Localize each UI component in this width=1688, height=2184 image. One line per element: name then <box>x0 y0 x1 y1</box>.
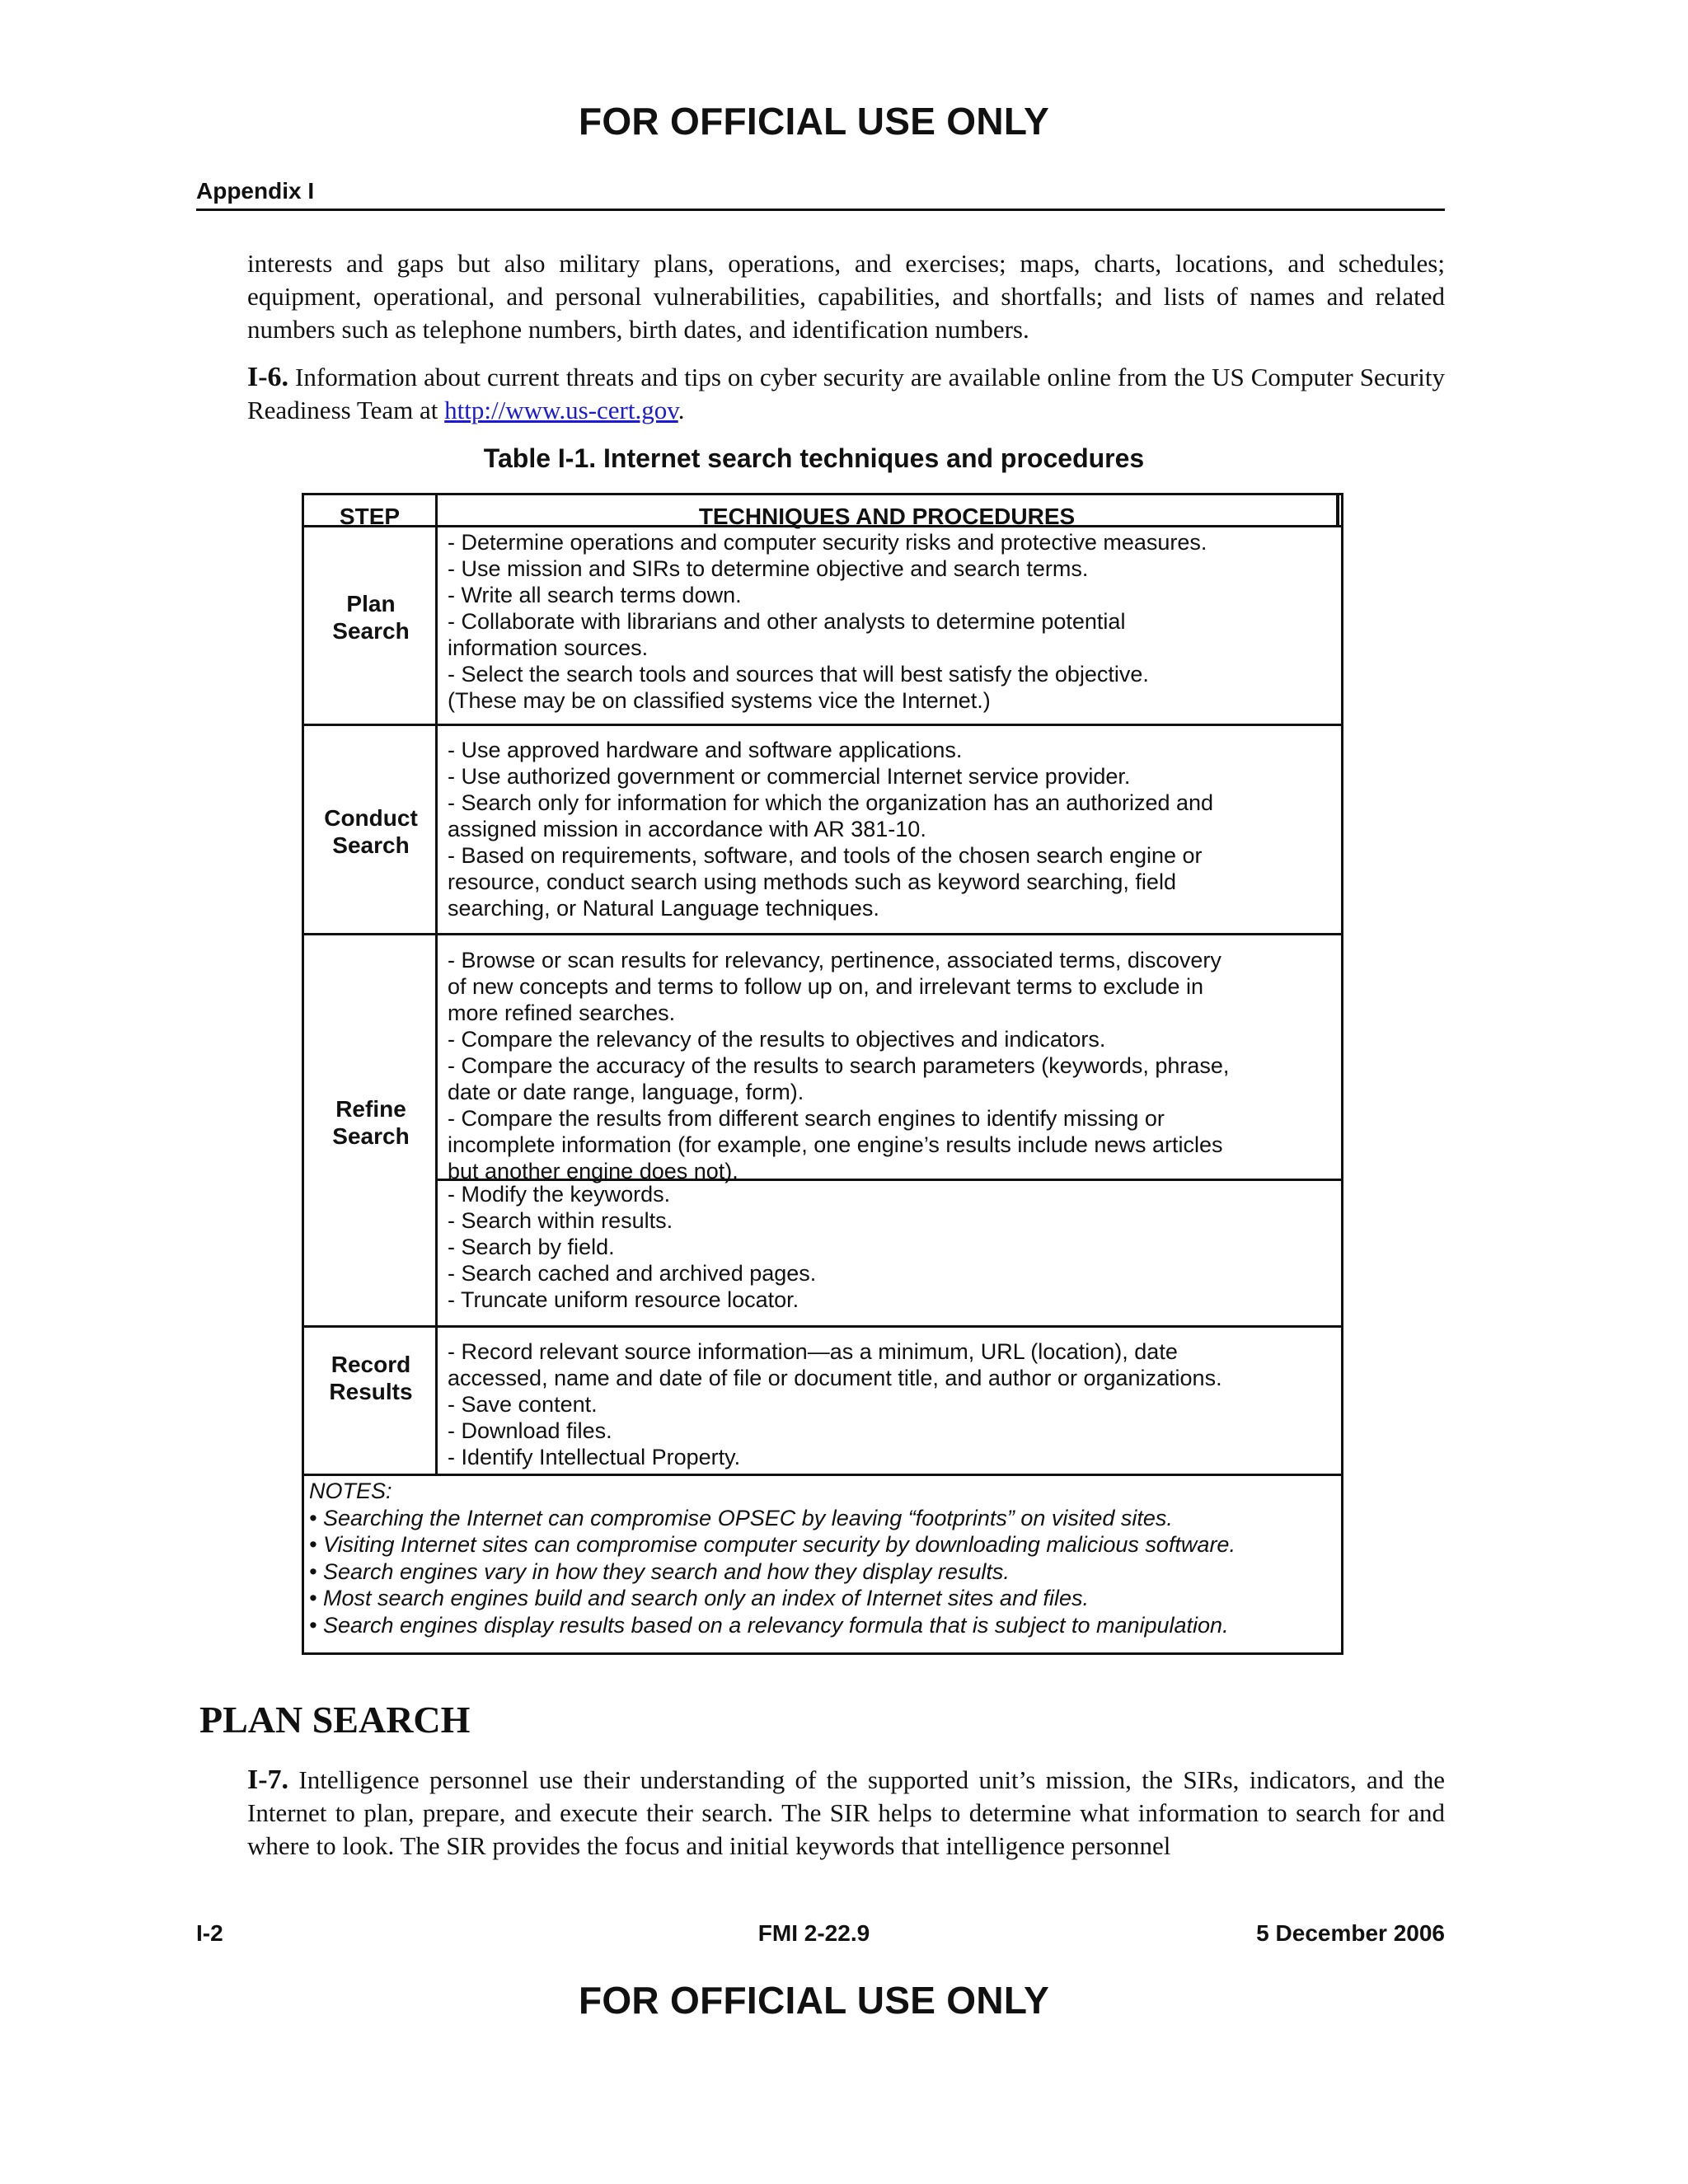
step-word: Results <box>329 1379 413 1404</box>
list-item: - Search cached and archived pages. <box>448 1261 817 1286</box>
list-item: - Determine operations and computer security risks and protective measures. <box>448 530 1207 555</box>
header-techniques: TECHNIQUES AND PROCEDURES <box>698 504 1076 529</box>
step-record-results <box>304 1351 438 1405</box>
us-cert-link[interactable]: http://www.us-cert.gov <box>444 396 678 424</box>
list-item: - Search by field. <box>448 1235 615 1259</box>
paragraph-number: I-6. <box>247 362 289 392</box>
document-date: 5 December 2006 <box>1256 1920 1445 1946</box>
table-notes <box>309 1478 1339 1638</box>
list-item: assigned mission in accordance with AR 381-10. <box>448 817 926 841</box>
list-item: - Identify Intellectual Property. <box>448 1445 741 1469</box>
refine-search-techniques <box>448 1181 1338 1313</box>
list-item: - Download files. <box>448 1418 612 1443</box>
list-item: - Compare the relevancy of the results to objectives and indicators. <box>448 1027 1106 1052</box>
step-plan-search <box>304 590 438 644</box>
list-item: - Collaborate with librarians and other analysts to determine potential <box>448 609 1126 634</box>
row-divider <box>304 1325 1341 1328</box>
list-item: - Truncate uniform resource locator. <box>448 1287 799 1312</box>
row-divider <box>304 933 1341 935</box>
paragraph-i-7 <box>247 1764 1445 1863</box>
list-item: - Record relevant source information—as a minimum, URL (location), date <box>448 1339 1178 1364</box>
table-caption: Table I-1. Internet search techniques and procedures <box>483 443 1145 473</box>
list-item: - Select the search tools and sources that will best satisfy the objective. <box>448 662 1149 687</box>
paragraph-period: . <box>678 396 685 424</box>
paragraph-text: interests and gaps but also military plans, operations, and exercises; maps, charts, locations, and schedules; equipment, operational, and personal vulnerabilities, capabilities, and shortfalls; and lists of names and related numbers such as telephone numbers, birth dates, and identification numbers. <box>247 249 1445 344</box>
note-item: • Visiting Internet sites can compromise computer security by downloading malicious software. <box>309 1532 1236 1557</box>
list-item: incomplete information (for example, one engine’s results include news articles <box>448 1132 1223 1157</box>
list-item: - Browse or scan results for relevancy, pertinence, associated terms, discovery <box>448 948 1221 972</box>
section-heading: PLAN SEARCH <box>199 1699 471 1741</box>
step-word: Refine <box>335 1096 406 1122</box>
step-word: Search <box>332 832 410 858</box>
paragraph-continuation <box>247 247 1445 346</box>
classification-banner-top: FOR OFFICIAL USE ONLY <box>578 100 1050 143</box>
list-item: of new concepts and terms to follow up on, and irrelevant terms to exclude in <box>448 974 1203 999</box>
list-item: date or date range, language, form). <box>448 1080 804 1104</box>
step-conduct-search <box>304 804 438 859</box>
list-item: - Write all search terms down. <box>448 583 742 607</box>
list-item: more refined searches. <box>448 1001 676 1025</box>
step-word: Search <box>332 1123 410 1149</box>
note-item: • Searching the Internet can compromise OPSEC by leaving “footprints” on visited sites. <box>309 1505 1173 1530</box>
step-word: Search <box>332 618 410 644</box>
list-item: - Compare the results from different search engines to identify missing or <box>448 1106 1165 1131</box>
list-item: - Use authorized government or commercial Internet service provider. <box>448 764 1131 789</box>
document-id: FMI 2-22.9 <box>757 1920 870 1946</box>
list-item: (These may be on classified systems vice the Internet.) <box>448 688 991 713</box>
step-word: Plan <box>346 591 396 616</box>
paragraph-i-6 <box>247 361 1445 427</box>
paragraph-number: I-7. <box>247 1765 289 1795</box>
paragraph-text: Intelligence personnel use their understanding of the supported unit’s mission, the SIRs, indicators, and the Internet to plan, prepare, and execute their search. The SIR helps to determine what information to search for and where to look. The SIR provides the focus and initial keywords that intelligence personnel <box>247 1765 1445 1860</box>
list-item: resource, conduct search using methods such as keyword searching, field <box>448 869 1176 894</box>
list-item: - Save content. <box>448 1392 598 1417</box>
notes-divider <box>304 1474 1341 1476</box>
header-step: STEP <box>339 504 401 529</box>
step-refine-search <box>304 1095 438 1150</box>
list-item: - Search within results. <box>448 1208 673 1233</box>
conduct-search-procedures <box>448 737 1338 921</box>
refine-search-procedures <box>448 947 1338 1184</box>
list-item: - Modify the keywords. <box>448 1182 671 1207</box>
list-item: information sources. <box>448 635 649 660</box>
list-item: - Compare the accuracy of the results to search parameters (keywords, phrase, <box>448 1053 1230 1078</box>
page-number: I-2 <box>196 1920 223 1946</box>
header-rule <box>196 209 1445 211</box>
list-item: - Use mission and SIRs to determine objective and search terms. <box>448 556 1089 581</box>
note-item: • Most search engines build and search only an index of Internet sites and files. <box>309 1586 1090 1610</box>
row-divider <box>304 724 1341 726</box>
paragraph-text: Information about current threats and tips on cyber security are available online from the US Computer Security Readiness Team at <box>247 363 1445 424</box>
note-item: • Search engines display results based on a relevancy formula that is subject to manipulation. <box>309 1612 1229 1638</box>
step-word: Conduct <box>324 805 418 831</box>
list-item: but another engine does not). <box>448 1159 738 1183</box>
notes-heading: NOTES: <box>309 1479 392 1503</box>
step-word: Record <box>331 1352 411 1377</box>
classification-banner-bottom: FOR OFFICIAL USE ONLY <box>578 1979 1050 2022</box>
list-item: - Based on requirements, software, and tools of the chosen search engine or <box>448 843 1203 868</box>
header-right-edge <box>1336 495 1339 527</box>
techniques-table <box>302 493 1343 1655</box>
list-item: - Search only for information for which the organization has an authorized and <box>448 790 1214 815</box>
appendix-label: Appendix I <box>196 178 315 204</box>
list-item: accessed, name and date of file or document title, and author or organizations. <box>448 1366 1222 1390</box>
record-results-procedures <box>448 1338 1338 1470</box>
plan-search-procedures <box>448 529 1338 714</box>
list-item: searching, or Natural Language techniques. <box>448 896 879 921</box>
note-item: • Search engines vary in how they search and how they display results. <box>309 1558 1010 1584</box>
list-item: - Use approved hardware and software applications. <box>448 738 963 762</box>
